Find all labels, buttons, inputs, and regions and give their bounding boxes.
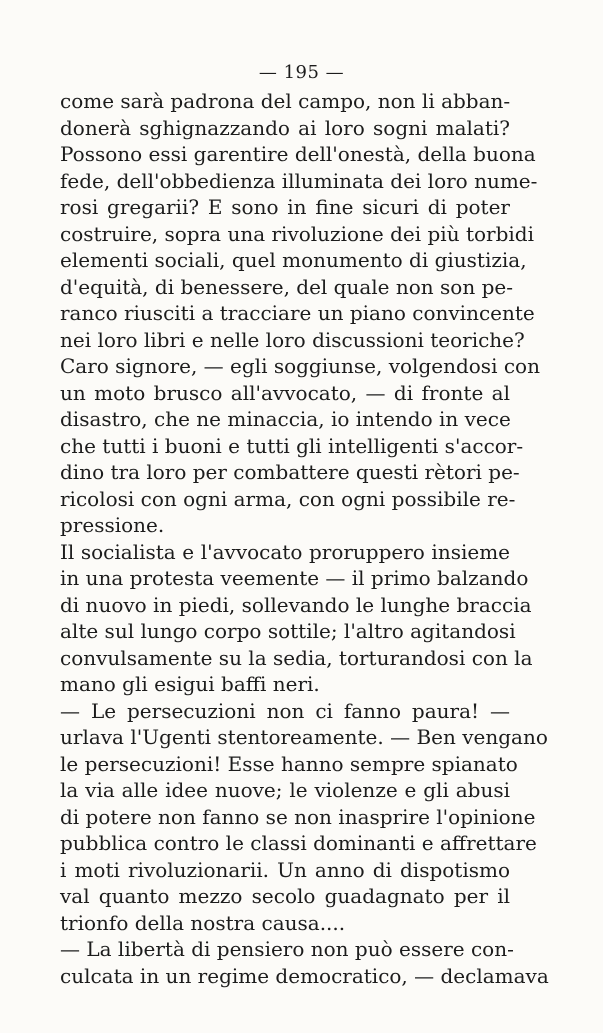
- text-line: ricolosi con ogni arma, con ogni possibile re-: [60, 486, 516, 511]
- text-line: disastro, che ne minaccia, io intendo in vece: [60, 407, 511, 431]
- text-line: trionfo della nostra causa....: [60, 910, 346, 935]
- text-line: pubblica contro le classi dominanti e affrettare: [60, 831, 537, 855]
- text-line: nei loro libri e nelle loro discussioni teoriche?: [60, 327, 525, 352]
- text-line: ranco riusciti a tracciare un piano convincente: [60, 301, 535, 325]
- text-line: val quanto mezzo secolo guadagnato per il: [60, 884, 510, 908]
- text-line: d'equità, di benessere, del quale non son pe-: [60, 274, 513, 299]
- text-line: costruire, sopra una rivoluzione dei più torbidi: [60, 221, 534, 246]
- text-line: Caro signore, — egli soggiunse, volgendosi con: [60, 354, 540, 378]
- text-line: mano gli esigui baffi neri.: [60, 672, 320, 696]
- text-line: — La libertà di pensiero non può essere con-: [60, 937, 514, 961]
- text-line: come sarà padrona del campo, non li abban-: [60, 89, 511, 113]
- text-line: — Le persecuzioni non ci fanno paura! —: [60, 698, 510, 723]
- page-number: — 195 —: [258, 62, 345, 83]
- text-line: pressione.: [60, 513, 165, 537]
- text-line: che tutti i buoni e tutti gli intelligenti s'accor-: [60, 433, 524, 458]
- text-line: in una protesta veemente — il primo balzando: [60, 566, 529, 590]
- text-line: donerà sghignazzando ai loro sogni malati?: [60, 115, 510, 140]
- text-line: culcata in un regime democratico, — declamava: [60, 963, 549, 988]
- text-line: di potere non fanno se non inasprire l'opinione: [60, 804, 536, 829]
- text-line: dino tra loro per combattere questi rètori pe-: [60, 460, 520, 484]
- text-line: di nuovo in piedi, sollevando le lunghe braccia: [60, 592, 532, 617]
- text-line: fede, dell'obbedienza illuminata dei loro nume-: [60, 168, 538, 193]
- text-line: alte sul lungo corpo sottile; l'altro agitandosi: [60, 619, 516, 643]
- text-line: Possono essi garentire dell'onestà, della buona: [60, 142, 536, 166]
- text-line: i moti rivoluzionarii. Un anno di dispotismo: [60, 857, 510, 882]
- text-line: un moto brusco all'avvocato, — di fronte al: [60, 380, 510, 405]
- text-line: urlava l'Ugenti stentoreamente. — Ben vengano: [60, 725, 548, 749]
- text-line: Il socialista e l'avvocato proruppero insieme: [60, 539, 510, 564]
- body-text: [60, 88, 549, 989]
- text-line: rosi gregarii? E sono in fine sicuri di poter: [60, 195, 510, 219]
- text-line: convulsamente su la sedia, torturandosi con la: [60, 645, 533, 670]
- text-line: le persecuzioni! Esse hanno sempre spianato: [60, 751, 518, 776]
- text-line: elementi sociali, quel monumento di giustizia,: [60, 248, 527, 272]
- text-line: la via alle idee nuove; le violenze e gli abusi: [60, 778, 510, 802]
